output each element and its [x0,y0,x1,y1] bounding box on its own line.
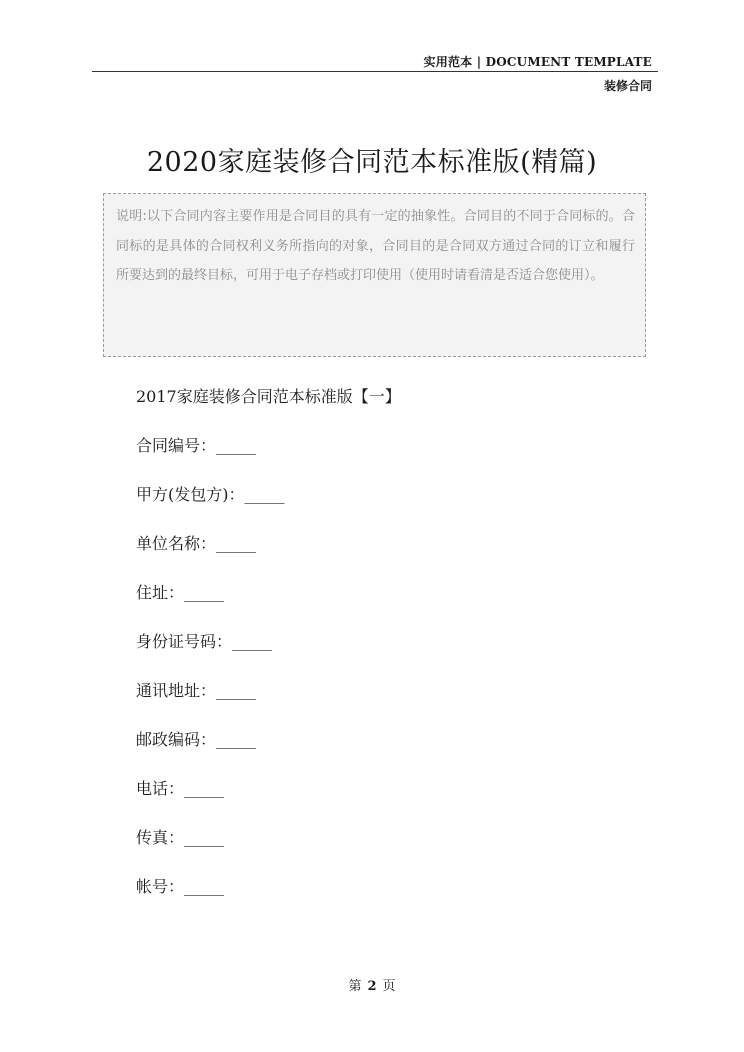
document-title: 2020家庭装修合同范本标准版(精篇) [146,147,598,178]
field-company-name: 单位名称：_____ [136,534,257,553]
notice-box [103,193,646,357]
page-footer [0,975,744,994]
notice-text: 说明:以下合同内容主要作用是合同目的具有一定的抽象性。合同目的不同于合同标的。合同标的是具体的合同权利义务所指向的对象，合同目的是合同双方通过合同的订立和履行所要达到的最终目标，可用于电子存档或打印使用（使用时请看清是否适合您使用）。 [116,209,635,283]
field-contract-number: 合同编号：_____ [136,436,257,455]
field-phone: 电话：_____ [136,779,225,798]
field-id-number: 身份证号码：_____ [136,632,273,651]
header-divider [92,71,658,72]
field-postal-code: 邮政编码：_____ [136,730,257,749]
field-account: 帐号：_____ [136,877,225,896]
field-party-a: 甲方(发包方)：_____ [136,485,285,504]
header-brand: 实用范本 | DOCUMENT TEMPLATE [423,55,652,69]
contract-content [136,387,401,897]
field-mailing-address: 通讯地址：_____ [136,681,257,700]
header-category: 装修合同 [603,79,652,93]
page-number: 2 [367,979,377,994]
field-address: 住址：_____ [136,583,225,602]
field-fax: 传真：_____ [136,828,225,847]
footer-prefix: 第 [348,979,362,994]
footer-suffix: 页 [382,979,396,994]
section-title: 2017家庭装修合同范本标准版【一】 [136,387,401,406]
